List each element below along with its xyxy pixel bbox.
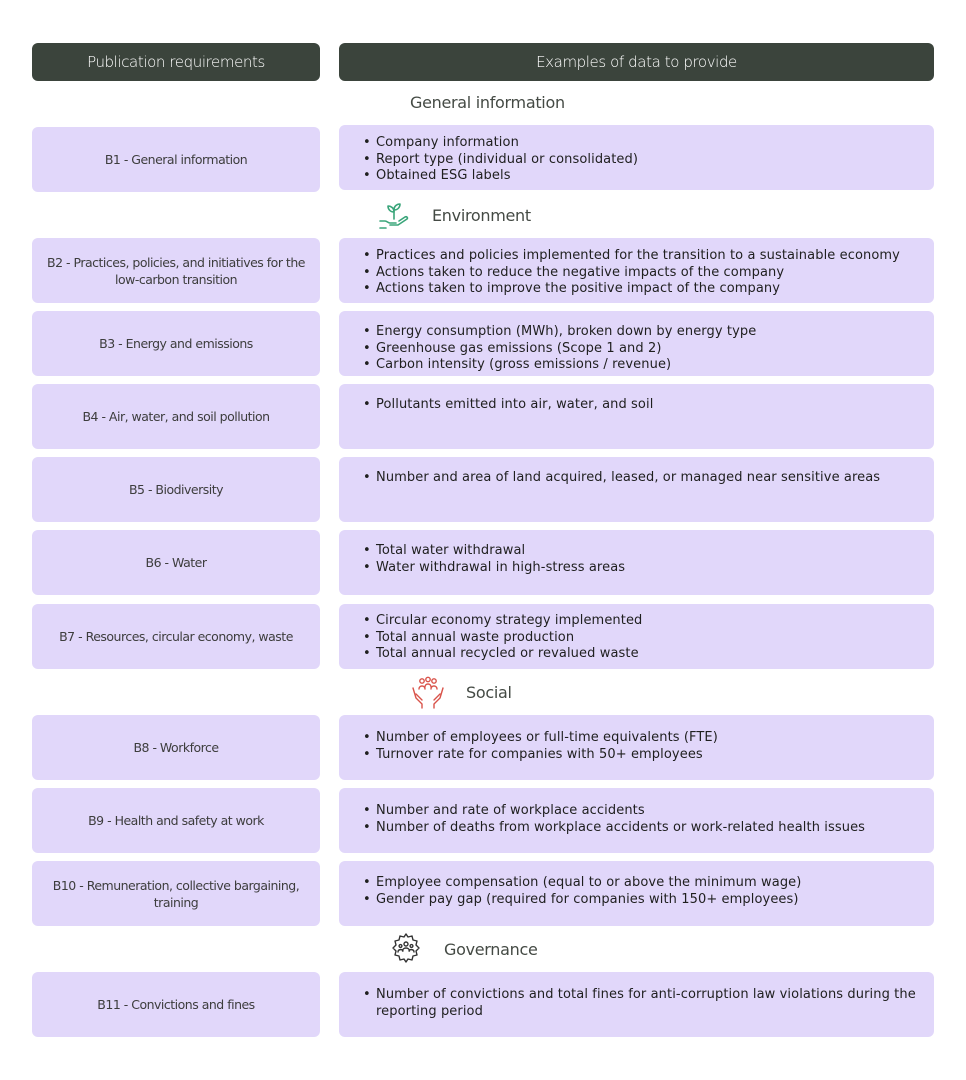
examples-b3: [339, 311, 934, 376]
requirement-label: B1 - General information: [104, 152, 248, 167]
requirement-label: B8 - Workforce: [133, 740, 219, 755]
requirement-b1: [32, 127, 320, 192]
requirement-label: B11 - Convictions and fines: [97, 997, 255, 1012]
list-item: • Number of employees or full-time equivalents (FTE): [363, 730, 922, 747]
section-social: [410, 674, 512, 710]
examples-b10: [339, 861, 934, 926]
section-governance: [388, 931, 538, 967]
people-hands-icon: [410, 674, 446, 710]
list-item: • Total water withdrawal: [363, 543, 922, 560]
examples-b11: [339, 972, 934, 1037]
list-item: • Number and area of land acquired, leased, or managed near sensitive areas: [363, 470, 922, 487]
section-title: Environment: [432, 205, 531, 225]
list-item: • Turnover rate for companies with 50+ employees: [363, 747, 922, 764]
requirement-label: B10 - Remuneration, collective bargaining, training: [52, 877, 300, 910]
list-item: • Total annual recycled or revalued waste: [363, 646, 922, 663]
examples-b4: [339, 384, 934, 449]
list-item: • Number of deaths from workplace accidents or work-related health issues: [363, 820, 922, 837]
requirement-b4: [32, 384, 320, 449]
requirement-b5: [32, 457, 320, 522]
requirement-b10: [32, 861, 320, 926]
list-item: • Actions taken to reduce the negative impacts of the company: [363, 265, 922, 282]
examples-b5: [339, 457, 934, 522]
gear-people-icon: [388, 931, 424, 967]
examples-b8: [339, 715, 934, 780]
requirement-b6: [32, 530, 320, 595]
list-item: • Number and rate of workplace accidents: [363, 803, 922, 820]
examples-b2: [339, 238, 934, 303]
list-item: • Number of convictions and total fines for anti-corruption law violations during the reporting period: [363, 987, 922, 1020]
list-item: • Total annual waste production: [363, 630, 922, 647]
requirement-b7: [32, 604, 320, 669]
section-general-information: [410, 93, 565, 112]
list-item: • Pollutants emitted into air, water, and soil: [363, 397, 922, 414]
requirement-b3: [32, 311, 320, 376]
examples-b9: [339, 788, 934, 853]
requirement-label: B2 - Practices, policies, and initiatives for the low-carbon transition: [47, 254, 305, 287]
requirement-b9: [32, 788, 320, 853]
requirement-label: B5 - Biodiversity: [128, 482, 224, 497]
list-item: • Practices and policies implemented for the transition to a sustainable economy: [363, 248, 922, 265]
list-item: • Company information: [363, 135, 922, 152]
list-item: • Water withdrawal in high-stress areas: [363, 560, 922, 577]
section-title: Social: [466, 682, 512, 702]
requirement-label: B3 - Energy and emissions: [99, 336, 253, 351]
column-header-requirements: Publication requirements: [32, 43, 320, 81]
list-item: • Energy consumption (MWh), broken down by energy type: [363, 324, 922, 341]
list-item: • Report type (individual or consolidated): [363, 152, 922, 169]
requirement-label: B9 - Health and safety at work: [88, 813, 264, 828]
examples-b1: [339, 125, 934, 190]
requirement-b8: [32, 715, 320, 780]
list-item: • Actions taken to improve the positive impact of the company: [363, 281, 922, 298]
column-header-examples: Examples of data to provide: [339, 43, 934, 81]
requirement-label: B4 - Air, water, and soil pollution: [82, 409, 270, 424]
examples-b7: [339, 604, 934, 669]
requirement-label: B6 - Water: [145, 555, 207, 570]
list-item: • Greenhouse gas emissions (Scope 1 and 2): [363, 341, 922, 358]
section-title: General information: [410, 93, 565, 112]
section-environment: [376, 197, 531, 233]
list-item: • Gender pay gap (required for companies with 150+ employees): [363, 892, 922, 909]
examples-b6: [339, 530, 934, 595]
list-item: • Employee compensation (equal to or above the minimum wage): [363, 875, 922, 892]
requirement-b11: [32, 972, 320, 1037]
list-item: • Circular economy strategy implemented: [363, 613, 922, 630]
requirement-label: B7 - Resources, circular economy, waste: [59, 629, 293, 644]
requirement-b2: [32, 238, 320, 303]
section-title: Governance: [444, 939, 538, 959]
list-item: • Carbon intensity (gross emissions / revenue): [363, 357, 922, 374]
plant-hand-icon: [376, 197, 412, 233]
list-item: • Obtained ESG labels: [363, 168, 922, 185]
